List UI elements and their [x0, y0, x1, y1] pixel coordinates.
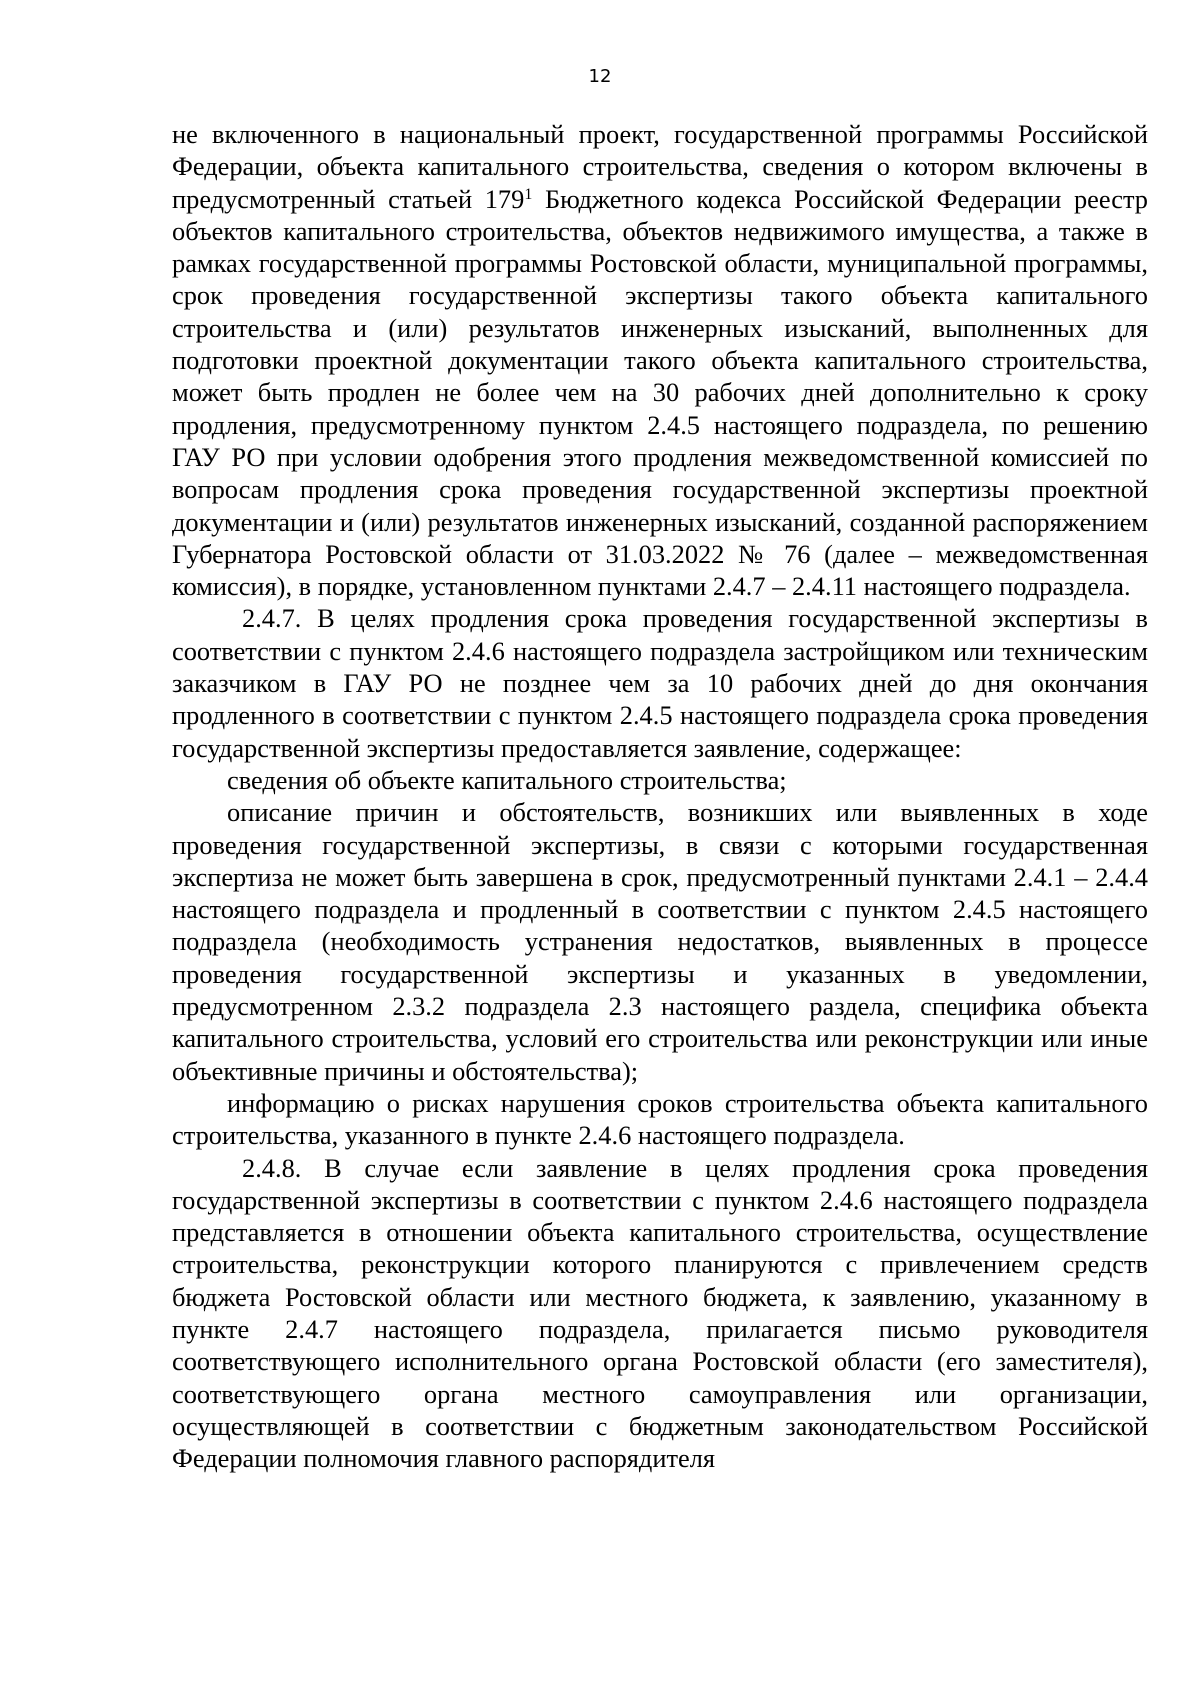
list-item-risks: информацию о рисках нарушения сроков строительства объекта капитального строительства, указанного в пункте 2.4.6 настоящего подраздела.: [172, 1087, 1148, 1151]
paragraph-text: Бюджетного кодекса Российской Федерации реестр объектов капитального строительства, объектов недвижимого имущества, а также в рамках государственной программы Ростовской области, муниципальной программы, срок проведения государственной экспертизы такого объекта капитального строительства и (или) результатов инженерных изысканий, выполненных для подготовки проектной документации такого объекта капитального строительства, может быть продлен не более чем на 30 рабочих дней дополнительно к сроку продления, предусмотренному пунктом 2.4.5 настоящего подраздела, по решению ГАУ РО при условии одобрения этого продления межведомственной комиссией по вопросам продления срока проведения государственной экспертизы проектной документации и (или) результатов инженерных изысканий, созданной распоряжением Губернатора Ростовской области от 31.03.2022 № 76 (далее – межведомственная комиссия), в порядке, установленном пунктами 2.4.7 – 2.4.11 настоящего подраздела.: [172, 183, 1148, 602]
page-number: 12: [588, 66, 612, 87]
paragraph-continuation: [172, 118, 1148, 602]
list-item-object-info: сведения об объекте капитального строительства;: [227, 764, 787, 795]
footnote-superscript: 1: [524, 185, 533, 203]
paragraph-2-4-7: 2.4.7. В целях продления срока проведения государственной экспертизы в соответствии с пунктом 2.4.6 настоящего подраздела застройщиком или техническим заказчиком в ГАУ РО не позднее чем за 10 рабочих дней до дня окончания продленного в соответствии с пунктом 2.4.5 настоящего подраздела срока проведения государственной экспертизы предоставляется заявление, содержащее:: [172, 603, 1148, 763]
list-item-reasons: описание причин и обстоятельств, возникших или выявленных в ходе проведения государственной экспертизы, в связи с которыми государственная экспертиза не может быть завершена в срок, предусмотренный пунктами 2.4.1 – 2.4.4 настоящего подраздела и продленный в соответствии с пунктом 2.4.5 настоящего подраздела (необходимость устранения недостатков, выявленных в процессе проведения государственной экспертизы и указанных в уведомлении, предусмотренном 2.3.2 подраздела 2.3 настоящего раздела, специфика объекта капитального строительства, условий его строительства или реконструкции или иные объективные причины и обстоятельства);: [172, 797, 1148, 1086]
document-body: [172, 118, 1148, 1474]
paragraph-2-4-8: 2.4.8. В случае если заявление в целях продления срока проведения государственной экспертизы в соответствии с пунктом 2.4.6 настоящего подраздела представляется в отношении объекта капитального строительства, осуществление строительства, реконструкции которого планируются с привлечением средств бюджета Ростовской области или местного бюджета, к заявлению, указанному в пункте 2.4.7 настоящего подраздела, прилагается письмо руководителя соответствующего исполнительного органа Ростовской области (его заместителя), соответствующего органа местного самоуправления или организации, осуществляющей в соответствии с бюджетным законодательством Российской Федерации полномочия главного распорядителя: [172, 1152, 1148, 1474]
paragraph-text: не включенного в национальный проект, государственной программы Российской Федерации, объекта капитального строительства, сведения о котором включены в предусмотренный статьей 179: [172, 119, 1148, 214]
